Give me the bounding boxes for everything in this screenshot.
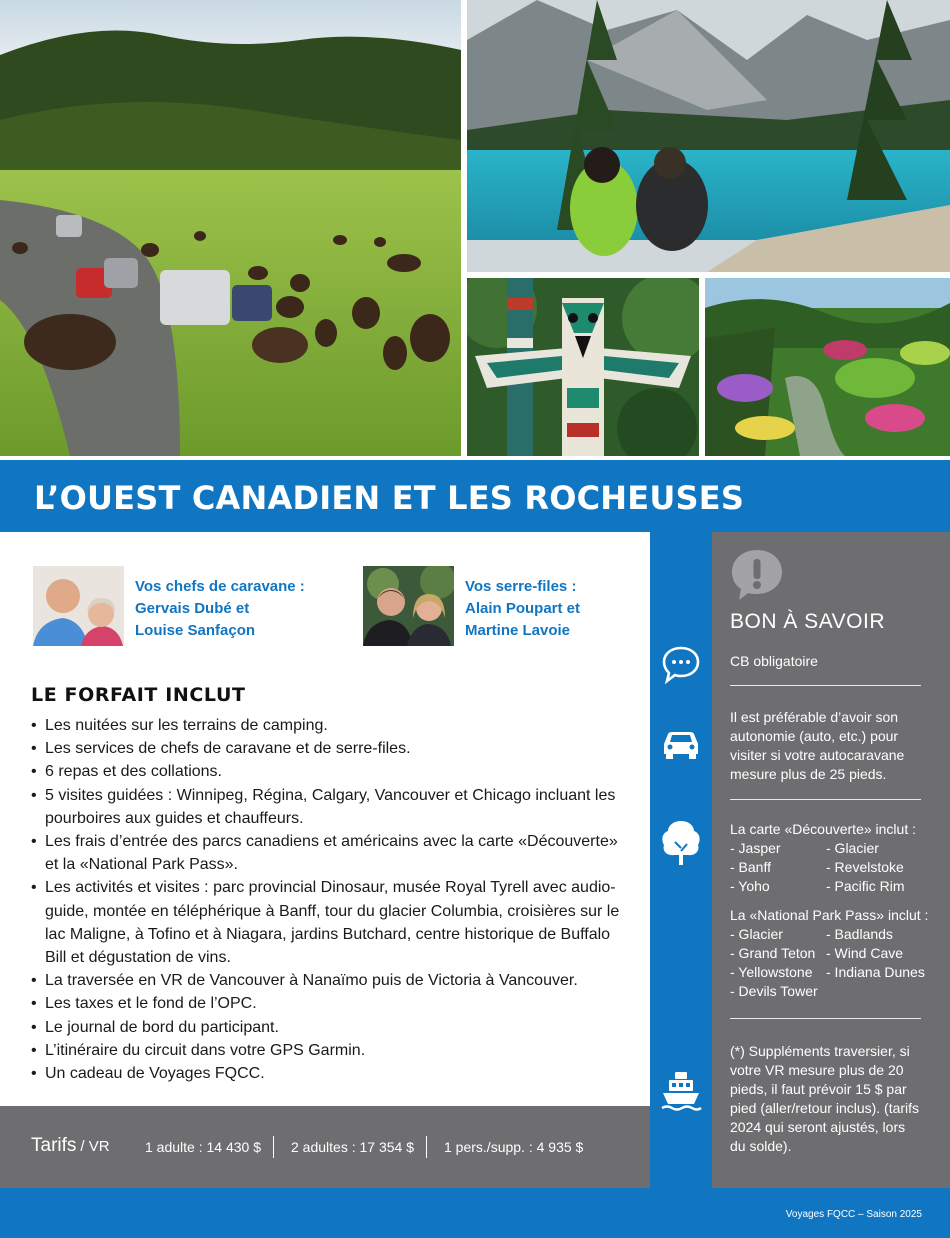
price-two-adults: 2 adultes : 17 354 $ [291, 1139, 414, 1155]
list-item: • Un cadeau de Voyages FQCC. [31, 1062, 635, 1085]
park-item: - Pacific Rim [826, 878, 905, 894]
caravan-leaders-portrait [33, 566, 124, 646]
list-item: • Les services de chefs de caravane et de serre-files. [31, 737, 635, 760]
list-item: • Les frais d’entrée des parcs canadiens et américains avec la carte «Découverte» et la «National Park Pass». [31, 830, 635, 876]
list-item: • 5 visites guidées : Winnipeg, Régina, Calgary, Vancouver et Chicago incluant les pourboires aux guides et chauffeurs. [31, 784, 635, 830]
national-park-pass-list [730, 925, 930, 1005]
park-item: - Yoho [730, 878, 770, 894]
totem-pole-photo [467, 278, 699, 456]
alert-icon [730, 548, 784, 602]
good-to-know-heading: BON À SAVOIR [730, 610, 885, 633]
park-item: - Devils Tower [730, 983, 818, 999]
car-icon [659, 722, 703, 766]
page-title: L’OUEST CANADIEN ET LES ROCHEUSES [34, 479, 745, 517]
caravan-leaders-role: Vos chefs de caravane : [135, 578, 305, 595]
rear-guards-name-2: Martine Lavoie [465, 622, 571, 639]
price-separator [426, 1136, 427, 1158]
bison-road-photo [0, 0, 461, 456]
rear-guards [363, 566, 663, 646]
park-item: - Banff [730, 859, 771, 875]
footer-text: Voyages FQCC – Saison 2025 [785, 1209, 922, 1220]
rear-guards-portrait [363, 566, 454, 646]
list-item: • Les nuitées sur les terrains de camping. [31, 714, 635, 737]
package-includes-heading: LE FORFAIT INCLUT [31, 684, 246, 706]
good-to-know-panel [712, 532, 950, 1188]
credit-card-note: CB obligatoire [730, 653, 818, 669]
park-item: - Grand Teton [730, 945, 816, 961]
rear-guards-role: Vos serre-files : [465, 578, 577, 595]
park-item: - Indiana Dunes [826, 964, 925, 980]
divider [730, 685, 921, 686]
chat-bubble-icon [659, 642, 703, 686]
caravan-leaders [33, 566, 333, 646]
national-park-pass-heading: La «National Park Pass» inclut : [730, 907, 929, 923]
caravan-leaders-caption [135, 576, 335, 642]
park-item: - Yellowstone [730, 964, 813, 980]
park-item: - Wind Cave [826, 945, 904, 961]
title-band [0, 460, 950, 532]
list-item: • Les activités et visites : parc provincial Dinosaur, musée Royal Tyrell avec audio-guide, montée en téléphérique à Banff, tour du glacier Columbia, croisières sur le lac Maligne, à Tofino et à Niagara, jardins Butchard, centre historique de Buffalo Bill et dégustation de vins. [31, 876, 635, 969]
caravan-leaders-name-2: Louise Sanfaçon [135, 622, 256, 639]
list-item: • Les taxes et le fond de l’OPC. [31, 992, 635, 1015]
park-item: - Revelstoke [826, 859, 904, 875]
ferry-icon [659, 1068, 703, 1112]
list-item: • 6 repas et des collations. [31, 760, 635, 783]
ferry-supplement-note: (*) Suppléments traversier, si votre VR mesure plus de 20 pieds, il faut prévoir 15 $ par pied (aller/retour inclus). (tarifs 2024 qui seront ajustés, lors du solde). [730, 1043, 920, 1154]
decouverte-heading: La carte «Découverte» inclut : [730, 821, 916, 837]
divider [730, 799, 921, 800]
list-item: • L’itinéraire du circuit dans votre GPS Garmin. [31, 1039, 635, 1062]
list-item: • Le journal de bord du participant. [31, 1016, 635, 1039]
tarifs-title: Tarifs [31, 1135, 77, 1156]
price-extra-person: 1 pers./supp. : 4 935 $ [444, 1139, 584, 1155]
rear-guards-name-1: Alain Poupart et [465, 600, 581, 617]
decouverte-parks-list [730, 839, 930, 899]
tarifs-band [0, 1106, 650, 1188]
park-item: - Badlands [826, 926, 893, 942]
tarifs-label [31, 1135, 110, 1157]
autonomy-note: Il est préférable d’avoir son autonomie (auto, etc.) pour visiter si votre autocaravane mesure plus de 25 pieds. [730, 709, 905, 782]
tree-icon [659, 818, 703, 868]
park-item: - Jasper [730, 840, 781, 856]
park-item: - Glacier [826, 840, 879, 856]
divider [730, 1018, 921, 1019]
package-includes-list [31, 714, 635, 1085]
rear-guards-caption [465, 576, 665, 642]
list-item: • La traversée en VR de Vancouver à Nanaïmo puis de Victoria à Vancouver. [31, 969, 635, 992]
tarifs-unit: / VR [80, 1138, 110, 1155]
butchart-gardens-photo [705, 278, 950, 456]
moraine-lake-photo [467, 0, 950, 272]
price-separator [273, 1136, 274, 1158]
price-one-adult: 1 adulte : 14 430 $ [145, 1139, 261, 1155]
park-item: - Glacier [730, 926, 783, 942]
footer-band [0, 1188, 950, 1238]
caravan-leaders-name-1: Gervais Dubé et [135, 600, 250, 617]
